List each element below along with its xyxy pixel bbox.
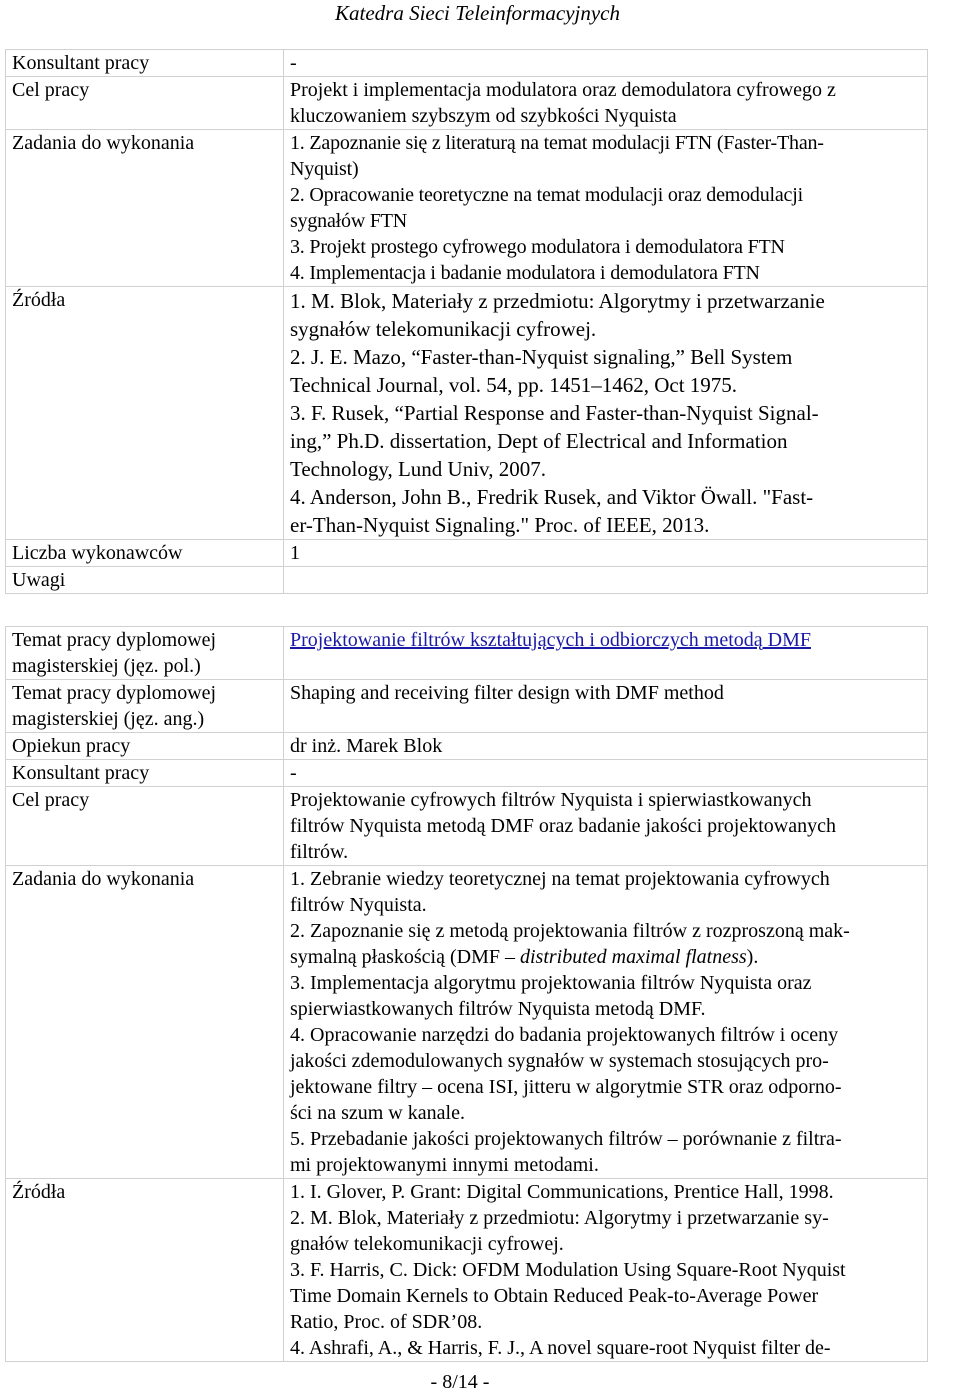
page-header: Katedra Sieci Teleinformacyjnych: [335, 1, 620, 25]
value-line: 1: [290, 542, 300, 564]
value-line: gnałów telekomunikacji cyfrowej.: [290, 1233, 564, 1255]
row-label: Opiekun pracy: [6, 733, 284, 760]
value-line: sygnałów FTN: [290, 210, 408, 232]
row-value: [284, 787, 928, 866]
row-value: [284, 77, 928, 130]
value-line: 4. Ashrafi, A., & Harris, F. J., A novel square-root Nyquist filter de-: [290, 1337, 831, 1359]
table-row: [6, 567, 928, 594]
table-row: [6, 1179, 928, 1362]
row-value: [284, 540, 928, 567]
row-label: Cel pracy: [6, 787, 284, 866]
row-value: [284, 567, 928, 594]
value-line: filtrów.: [290, 841, 349, 863]
value-line: filtrów Nyquista metodą DMF oraz badanie jakości projektowanych: [290, 815, 836, 837]
value-line: 2. Zapoznanie się z metodą projektowania filtrów z rozproszoną mak-: [290, 920, 850, 942]
value-line: jakości zdemodulowanych sygnałów w systemach stosujących pro-: [290, 1050, 829, 1072]
value-line: Time Domain Kernels to Obtain Reduced Peak-to-Average Power: [290, 1285, 819, 1307]
consultant-value: -: [284, 760, 928, 787]
value-line: er-Than-Nyquist Signaling." Proc. of IEEE, 2013.: [290, 513, 710, 537]
row-value: [284, 680, 928, 733]
table-row: [6, 733, 928, 760]
row-value: [284, 50, 928, 77]
value-line: 3. F. Harris, C. Dick: OFDM Modulation Using Square-Root Nyquist: [290, 1259, 846, 1281]
thesis-table-2: [5, 626, 928, 1362]
value-line: 4. Anderson, John B., Fredrik Rusek, and Viktor Öwall. "Fast-: [290, 485, 814, 509]
text-run: symalną płaskością (DMF –: [290, 946, 520, 968]
row-label: Cel pracy: [6, 77, 284, 130]
value-line: 1. Zapoznanie się z literaturą na temat modulacji FTN (Faster-Than-: [290, 132, 824, 154]
label-line: magisterskiej (jęz. pol.): [12, 655, 201, 677]
row-label: Źródła: [6, 1179, 284, 1362]
row-value: [284, 627, 928, 680]
value-line: mi projektowanymi innymi metodami.: [290, 1154, 599, 1176]
row-value: [284, 130, 928, 287]
row-label: Zadania do wykonania: [6, 130, 284, 287]
value-line: Technology, Lund Univ, 2007.: [290, 457, 546, 481]
table-row: [6, 680, 928, 733]
row-label: [6, 627, 284, 680]
value-line: spierwiastkowanych filtrów Nyquista metodą DMF.: [290, 998, 706, 1020]
row-label: Uwagi: [6, 567, 284, 594]
table-row: [6, 787, 928, 866]
row-value: [284, 287, 928, 540]
thesis-table-1: [5, 49, 928, 594]
page-number: - 8/14 -: [430, 1371, 490, 1393]
value-line: ści na szum w kanale.: [290, 1102, 465, 1124]
value-line: 4. Opracowanie narzędzi do badania projektowanych filtrów i oceny: [290, 1024, 839, 1046]
row-label: Źródła: [6, 287, 284, 540]
table-row: [6, 760, 928, 787]
row-label: Konsultant pracy: [6, 760, 284, 787]
row-label: Konsultant pracy: [6, 50, 284, 77]
value-line: Technical Journal, vol. 54, pp. 1451–1462, Oct 1975.: [290, 373, 738, 397]
table-row: [6, 77, 928, 130]
topic-pl-link[interactable]: Projektowanie filtrów kształtujących i odbiorczych metodą DMF: [290, 629, 811, 651]
value-line: 3. F. Rusek, “Partial Response and Faster-than-Nyquist Signal-: [290, 401, 819, 425]
value-line: ing,” Ph.D. dissertation, Dept of Electrical and Information: [290, 429, 788, 453]
value-line: 3. Projekt prostego cyfrowego modulatora i demodulatora FTN: [290, 236, 785, 258]
value-line: 2. J. E. Mazo, “Faster-than-Nyquist signaling,” Bell System: [290, 345, 793, 369]
value-line: Projektowanie cyfrowych filtrów Nyquista i spierwiastkowanych: [290, 789, 812, 811]
value-line: kluczowaniem szybszym od szybkości Nyquista: [290, 105, 677, 127]
value-line: sygnałów telekomunikacji cyfrowej.: [290, 317, 597, 341]
row-value: [284, 1179, 928, 1362]
table-row: [6, 287, 928, 540]
value-line: 2. Opracowanie teoretyczne na temat modulacji oraz demodulacji: [290, 184, 803, 206]
label-line: Temat pracy dyplomowej: [12, 629, 217, 651]
table-row: [6, 627, 928, 680]
value-line: 1. M. Blok, Materiały z przedmiotu: Algorytmy i przetwarzanie: [290, 289, 825, 313]
value-line: 5. Przebadanie jakości projektowanych filtrów – porównanie z filtra-: [290, 1128, 842, 1150]
value-line: 2. M. Blok, Materiały z przedmiotu: Algorytmy i przetwarzanie sy-: [290, 1207, 829, 1229]
value-line: filtrów Nyquista.: [290, 894, 427, 916]
table-row: [6, 540, 928, 567]
value-line: jektowane filtry – ocena ISI, jitteru w algorytmie STR oraz odporno-: [290, 1076, 842, 1098]
value-line: 3. Implementacja algorytmu projektowania filtrów Nyquista oraz: [290, 972, 812, 994]
row-label: [6, 680, 284, 733]
table-row: [6, 866, 928, 1179]
value-line: Nyquist): [290, 158, 359, 180]
value-line: 4. Implementacja i badanie modulatora i demodulatora FTN: [290, 262, 760, 284]
text-run: ).: [746, 946, 759, 968]
supervisor-value: dr inż. Marek Blok: [284, 733, 928, 760]
value-line: 1. I. Glover, P. Grant: Digital Communications, Prentice Hall, 1998.: [290, 1181, 834, 1203]
row-label: Liczba wykonawców: [6, 540, 284, 567]
value-line: Projekt i implementacja modulatora oraz demodulatora cyfrowego z: [290, 79, 836, 101]
row-label: Zadania do wykonania: [6, 866, 284, 1179]
label-line: magisterskiej (jęz. ang.): [12, 708, 205, 730]
value-line: Ratio, Proc. of SDR’08.: [290, 1311, 483, 1333]
value-line: -: [290, 52, 297, 74]
value-line: 1. Zebranie wiedzy teoretycznej na temat projektowania cyfrowych: [290, 868, 830, 890]
table-row: [6, 50, 928, 77]
topic-en-value: Shaping and receiving filter design with DMF method: [290, 682, 724, 704]
italic-term: distributed maximal flatness: [519, 946, 747, 968]
value-line: [290, 944, 927, 970]
table-row: [6, 130, 928, 287]
value-line: [290, 567, 927, 593]
label-line: Temat pracy dyplomowej: [12, 682, 217, 704]
row-value: [284, 866, 928, 1179]
